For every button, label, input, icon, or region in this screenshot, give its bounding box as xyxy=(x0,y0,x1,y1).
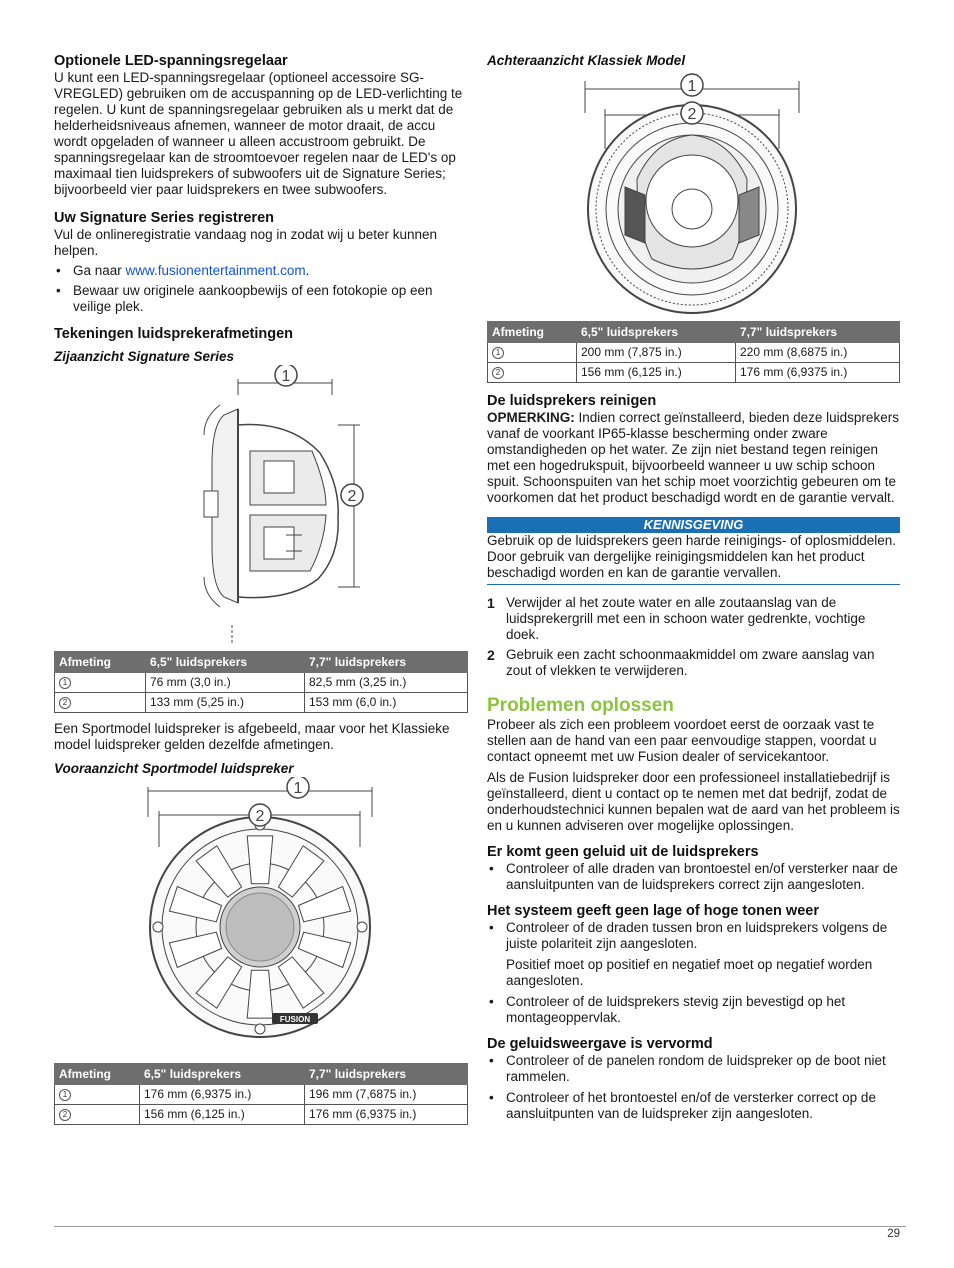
grille-spoke xyxy=(247,970,273,1018)
notice-box xyxy=(487,517,900,585)
front-view-caption: Vooraanzicht Sportmodel luidspreker xyxy=(54,761,294,776)
svg-text:1: 1 xyxy=(281,368,291,385)
register-bullet-2: • Bewaar uw originele aankoopbewijs of een fotokopie op een veilige plek. xyxy=(54,283,468,315)
table-row xyxy=(488,343,900,363)
rear-table-header xyxy=(488,322,900,343)
led-text: U kunt een LED-spanningsregelaar (optioneel accessoire SG-VREGLED) gebruiken om de accuspanning op de LED-verlichting te regelen. U kunt de spanningsregelaar gebruiken als u merkt dat de helderheidsniveaus afnemen, wanneer de motor draait, de accu wordt opgeladen of wanneer u alleen accustroom gebruikt. De spanningsregelaar kan de stroomtoevoer regelen naar de LED's op maximaal tien luidsprekers of subwoofers uit de Signature Series; bijvoorbeeld vier paar luidsprekers en twee subwoofers. xyxy=(54,70,463,197)
table-row xyxy=(488,363,900,383)
callout-number: 1 xyxy=(59,677,71,689)
right-column xyxy=(487,52,900,1122)
table-cell: 156 mm (6,125 in.) xyxy=(140,1105,305,1125)
front-dimensions-table xyxy=(54,1063,468,1125)
front-th-1: Afmeting xyxy=(55,1064,140,1085)
bass-heading: Het systeem geeft geen lage of hoge tonen weer xyxy=(487,903,819,919)
rear-view-drawing xyxy=(487,69,900,321)
table-row xyxy=(55,673,468,693)
list-item: • Controleer of de luidsprekers stevig zijn bevestigd op het montageoppervlak. xyxy=(487,994,900,1026)
list-item xyxy=(487,647,900,679)
table-cell: 153 mm (6,0 in.) xyxy=(305,693,468,713)
table-row xyxy=(55,1105,468,1125)
step-text: Verwijder al het zoute water en alle zoutaanslag van de luidsprekergrill met een in schoon water gedrenkte, vochtige doek. xyxy=(506,595,866,642)
list-item: • Controleer of de panelen rondom de luidspreker op de boot niet rammelen. xyxy=(487,1053,900,1085)
svg-text:2: 2 xyxy=(255,808,265,825)
clean-heading: De luidsprekers reinigen xyxy=(487,393,657,409)
table-cell: 156 mm (6,125 in.) xyxy=(577,363,736,383)
callout-2 xyxy=(341,484,363,506)
list-item-sub xyxy=(487,957,900,989)
callout-number: 2 xyxy=(492,367,504,379)
rear-th-2: 6,5" luidsprekers xyxy=(577,322,736,343)
table-cell: 176 mm (6,9375 in.) xyxy=(140,1085,305,1105)
table-cell: 196 mm (7,6875 in.) xyxy=(305,1085,468,1105)
no-sound-heading: Er komt geen geluid uit de luidsprekers xyxy=(487,844,759,860)
callout-number: 2 xyxy=(59,697,71,709)
bass-list xyxy=(487,920,900,1026)
table-cell: 200 mm (7,875 in.) xyxy=(577,343,736,363)
step-number: 1 xyxy=(487,595,495,611)
trouble-p2: Als de Fusion luidspreker door een professioneel installatiebedrijf is geïnstalleerd, dient u contact op te nemen met dat bedrijf, zodat de onderhoudstechnici kunnen bepalen wat de aard van het probleem is en u kunnen adviseren over mogelijke oplossingen. xyxy=(487,770,900,833)
side-th-2: 6,5" luidsprekers xyxy=(146,652,305,673)
callout-number: 1 xyxy=(59,1089,71,1101)
front-view-drawing xyxy=(54,777,468,1059)
led-heading: Optionele LED-spanningsregelaar xyxy=(54,53,288,69)
side-table-header xyxy=(55,652,468,673)
step-number: 2 xyxy=(487,647,495,663)
rear-th-3: 7,7" luidsprekers xyxy=(736,322,900,343)
callout-2 xyxy=(249,804,271,826)
step-text: Gebruik een zacht schoonmaakmiddel om zware aanslag van zout of vlekken te verwijderen. xyxy=(506,647,875,678)
page-number: 29 xyxy=(887,1228,900,1240)
side-th-3: 7,7" luidsprekers xyxy=(305,652,468,673)
note-paragraph xyxy=(487,410,900,506)
callout-1 xyxy=(287,777,309,798)
trouble-p1: Probeer als zich een probleem voordoet eerst de oorzaak vast te stellen aan de hand van een paar eenvoudige stappen, voordat u contact opneemt met uw Fusion dealer of servicekantoor. xyxy=(487,717,877,764)
list-item: • Controleer of het brontoestel en/of de versterker correct op de aansluitpunten van de luidspreker zijn aangesloten. xyxy=(487,1090,900,1122)
callout-1 xyxy=(275,365,297,386)
register-heading: Uw Signature Series registreren xyxy=(54,210,274,226)
bullet1-prefix: Ga naar xyxy=(73,263,126,278)
svg-text:2: 2 xyxy=(687,106,697,123)
after-side-text: Een Sportmodel luidspreker is afgebeeld, maar voor het Klassieke model luidspreker gelden dezelfde afmetingen. xyxy=(54,721,450,752)
front-th-3: 7,7" luidsprekers xyxy=(305,1064,468,1085)
distort-heading: De geluidsweergave is vervormd xyxy=(487,1036,713,1052)
notice-title: KENNISGEVING xyxy=(487,517,900,533)
note-label: OPMERKING: xyxy=(487,410,575,425)
table-row xyxy=(55,693,468,713)
side-view-drawing xyxy=(54,365,468,647)
register-bullet-1 xyxy=(54,263,468,279)
grille-spoke xyxy=(247,836,273,884)
callout-number: 1 xyxy=(492,347,504,359)
distort-list xyxy=(487,1053,900,1122)
table-cell: 176 mm (6,9375 in.) xyxy=(736,363,900,383)
no-sound-list xyxy=(487,861,900,893)
table-cell: 176 mm (6,9375 in.) xyxy=(305,1105,468,1125)
front-table-header xyxy=(55,1064,468,1085)
svg-text:FUSION: FUSION xyxy=(279,1015,311,1024)
cleaning-steps xyxy=(487,595,900,679)
callout-number: 2 xyxy=(59,1109,71,1121)
front-th-2: 6,5" luidsprekers xyxy=(140,1064,305,1085)
table-cell: 82,5 mm (3,25 in.) xyxy=(305,673,468,693)
list-item: • Controleer of de draden tussen bron en luidsprekers volgens de juiste polariteit zijn aangesloten. xyxy=(487,920,900,952)
notice-text: Gebruik op de luidsprekers geen harde reinigings- of oplosmiddelen. Door gebruik van dergelijke reinigingsmiddelen kan het product beschadigd worden en kan de garantie vervallen. xyxy=(487,533,900,585)
footer-rule xyxy=(54,1226,906,1227)
drawings-heading: Tekeningen luidsprekerafmetingen xyxy=(54,326,294,342)
fusion-website-link[interactable]: www.fusionentertainment.com xyxy=(125,263,306,278)
sub-text: Positief moet op positief en negatief moet op negatief worden aangesloten. xyxy=(506,957,873,988)
fusion-logo xyxy=(272,1013,318,1024)
side-th-1: Afmeting xyxy=(55,652,146,673)
svg-text:1: 1 xyxy=(293,780,303,797)
rear-view-caption: Achteraanzicht Klassiek Model xyxy=(487,53,686,68)
list-item: • Controleer of alle draden van brontoestel en/of versterker naar de aansluitpunten van de luidsprekers correct zijn aangesloten. xyxy=(487,861,900,893)
rear-dimensions-table xyxy=(487,321,900,383)
table-cell: 220 mm (8,6875 in.) xyxy=(736,343,900,363)
side-dimensions-table xyxy=(54,651,468,713)
svg-text:2: 2 xyxy=(347,488,357,505)
table-row xyxy=(55,1085,468,1105)
bullet1-suffix: . xyxy=(305,263,310,278)
trouble-heading: Problemen oplossen xyxy=(487,695,674,716)
side-view-caption: Zijaanzicht Signature Series xyxy=(54,349,235,364)
svg-text:1: 1 xyxy=(687,78,697,95)
table-cell: 76 mm (3,0 in.) xyxy=(146,673,305,693)
list-item xyxy=(487,595,900,643)
note-text: Indien correct geïnstalleerd, bieden deze luidsprekers vanaf de voorkant IP65-klasse bescherming onder zware omstandigheden op het water. Ze zijn niet bestand tegen reinigen met een hogedrukspuit, bijvoorbeeld wanneer u uw schip schoon spuit. Schoonspuiten van het schip moet voorzichtig gebeuren om te voorkomen dat het product beschadigd wordt en de garantie vervalt. xyxy=(487,410,899,505)
rear-th-1: Afmeting xyxy=(488,322,577,343)
callout-2 xyxy=(681,102,703,124)
left-column xyxy=(54,52,468,1125)
register-text: Vul de onlineregistratie vandaag nog in zodat wij u beter kunnen helpen. xyxy=(54,227,438,258)
callout-1 xyxy=(681,74,703,96)
table-cell: 133 mm (5,25 in.) xyxy=(146,693,305,713)
register-list xyxy=(54,263,468,315)
